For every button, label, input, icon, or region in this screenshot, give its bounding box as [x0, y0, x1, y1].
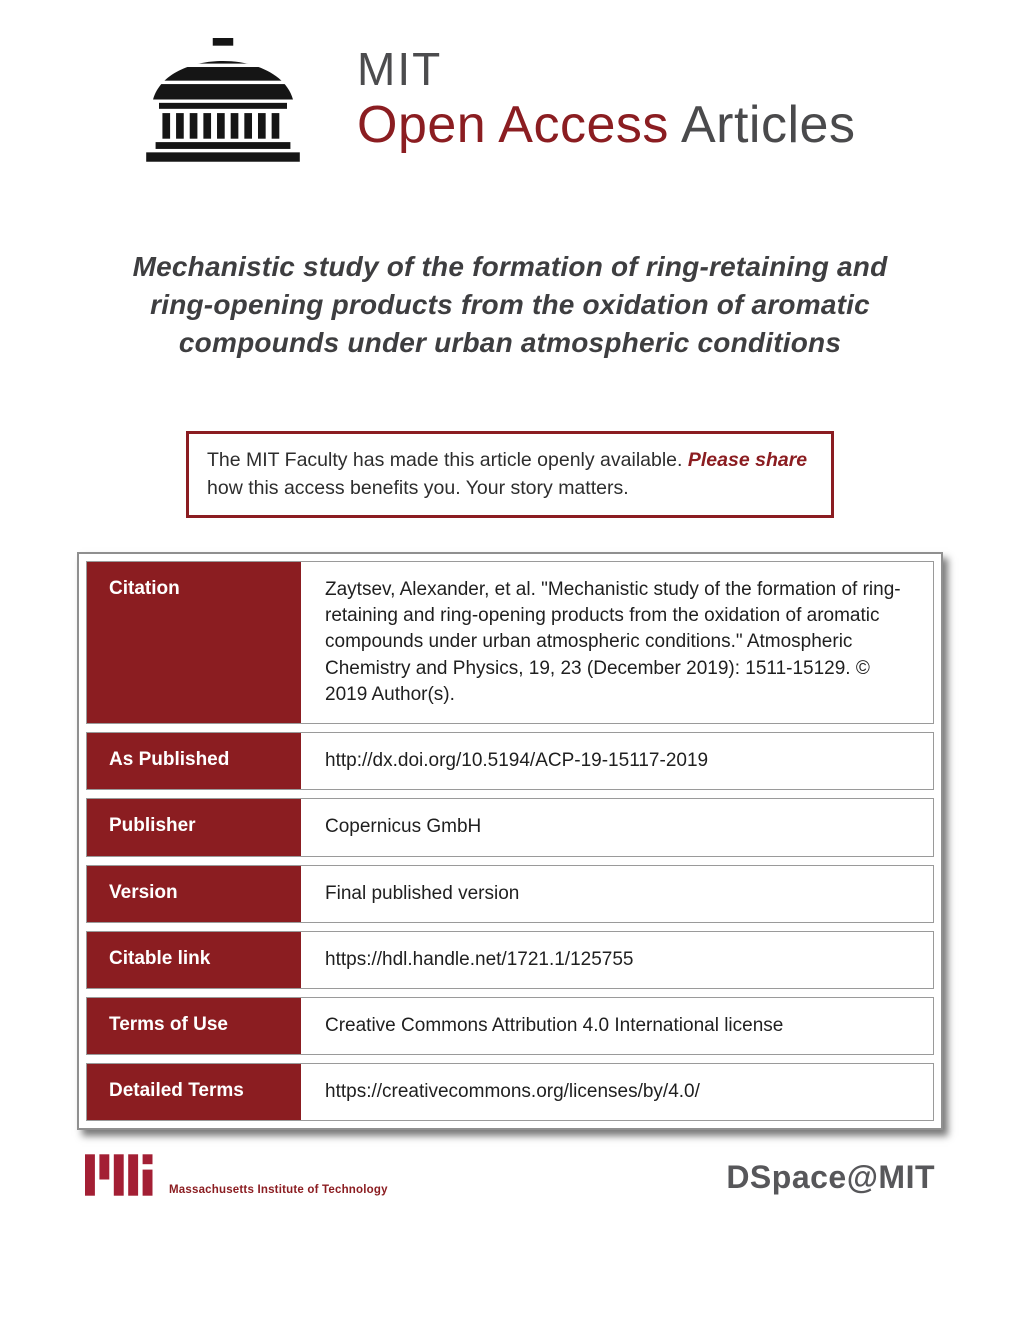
row-value-citation: Zaytsev, Alexander, et al. "Mechanistic study of the formation of ring-retaining and ring-opening products from the oxidation of aromatic compounds under urban atmospheric conditions." Atmospheric Chemistry and Physics, 19, 23 (December 2019): 1511-15129. © 2019 Author(s). [325, 578, 901, 705]
mit-logo-icon [85, 1152, 157, 1198]
open-access-notice [186, 431, 834, 518]
row-value-detailed-terms-link[interactable]: https://creativecommons.org/licenses/by/4.0/ [325, 1081, 700, 1103]
please-share-link[interactable]: Please share [687, 449, 808, 472]
dspace-mit-logo: DSpace@MIT [726, 1159, 935, 1195]
footer [85, 1152, 935, 1198]
row-value-terms-of-use: Creative Commons Attribution 4.0 International license [325, 1014, 784, 1036]
brand-open-access-articles [357, 96, 855, 156]
mit-dome-icon [133, 38, 313, 166]
row-label-as-published: As Published [87, 733, 301, 789]
table-row [86, 997, 934, 1055]
footer-mit-brand [85, 1152, 388, 1198]
header-brand [133, 0, 1020, 166]
notice-line-1-text: The MIT Faculty has made this article openly available. [207, 449, 688, 472]
row-label-publisher: Publisher [87, 799, 301, 855]
table-row [86, 931, 934, 989]
metadata-table [77, 552, 943, 1130]
row-label-citable-link: Citable link [87, 932, 301, 988]
notice-line-2: how this access benefits you. Your story matters. [207, 476, 629, 499]
table-row [86, 732, 934, 790]
row-label-citation: Citation [87, 562, 301, 723]
brand-open-access: Open Access [357, 96, 669, 154]
row-value-citable-link[interactable]: https://hdl.handle.net/1721.1/125755 [325, 948, 634, 970]
article-title: Mechanistic study of the formation of ring-retaining and ring-opening products from the oxidation of aromatic compounds under urban atmospheric conditions [132, 251, 888, 358]
table-row [86, 865, 934, 923]
row-label-version: Version [87, 866, 301, 922]
brand-articles: Articles [668, 96, 856, 154]
row-value-publisher: Copernicus GmbH [325, 816, 482, 838]
row-value-version: Final published version [325, 882, 520, 904]
brand-mit-label: MIT [357, 43, 443, 95]
table-row [86, 1063, 934, 1121]
table-row [86, 798, 934, 856]
brand-text [357, 38, 855, 156]
notice-line-1 [207, 447, 813, 474]
row-value-as-published-link[interactable]: http://dx.doi.org/10.5194/ACP-19-15117-2019 [325, 750, 709, 772]
table-row [86, 561, 934, 724]
mit-institute-label: Massachusetts Institute of Technology [169, 1184, 388, 1196]
row-label-terms-of-use: Terms of Use [87, 998, 301, 1054]
row-label-detailed-terms: Detailed Terms [87, 1064, 301, 1120]
